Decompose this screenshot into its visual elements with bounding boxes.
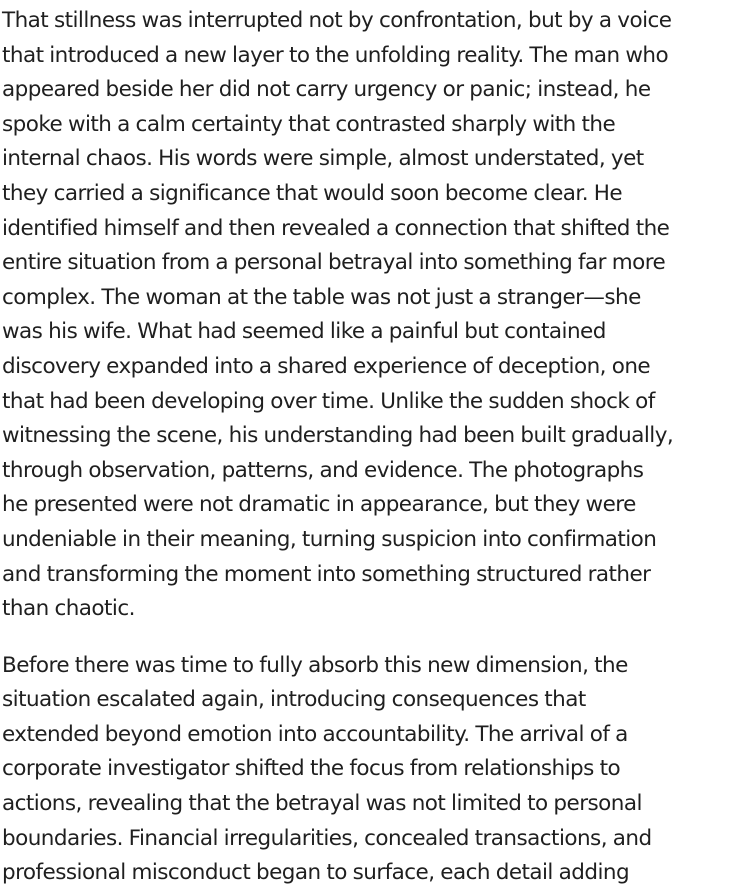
text-line: identified himself and then revealed a connection that shifted the <box>2 215 670 241</box>
text-line: entire situation from a personal betrayal into something far more <box>2 250 666 276</box>
text-line: internal chaos. His words were simple, almost understated, yet <box>2 146 644 172</box>
text-line: that introduced a new layer to the unfolding reality. The man who <box>2 42 669 68</box>
text-line: undeniable in their meaning, turning suspicion into confirmation <box>2 526 657 552</box>
article-body <box>2 4 730 891</box>
text-line: through observation, patterns, and evidence. The photographs <box>2 457 644 483</box>
text-line: than chaotic. <box>2 596 135 622</box>
text-line: he presented were not dramatic in appearance, but they were <box>2 492 636 518</box>
text-line: witnessing the scene, his understanding had been built gradually, <box>2 423 674 449</box>
text-line: corporate investigator shifted the focus from relationships to <box>2 756 621 782</box>
text-line: boundaries. Financial irregularities, concealed transactions, and <box>2 825 652 851</box>
text-line: spoke with a calm certainty that contrasted sharply with the <box>2 111 616 137</box>
text-line: was his wife. What had seemed like a painful but contained <box>2 319 606 345</box>
text-line: extended beyond emotion into accountability. The arrival of a <box>2 721 628 747</box>
text-line: complex. The woman at the table was not just a stranger—she <box>2 284 641 310</box>
text-line: and transforming the moment into something structured rather <box>2 561 651 587</box>
paragraph-2 <box>2 649 730 891</box>
text-line: discovery expanded into a shared experience of deception, one <box>2 353 651 379</box>
text-line: they carried a significance that would soon become clear. He <box>2 180 623 206</box>
paragraph-1 <box>2 4 730 627</box>
text-line: that had been developing over time. Unlike the sudden shock of <box>2 388 655 414</box>
text-line: situation escalated again, introducing consequences that <box>2 687 586 713</box>
text-line: professional misconduct began to surface, each detail adding <box>2 860 630 886</box>
text-line: appeared beside her did not carry urgency or panic; instead, he <box>2 77 651 103</box>
text-line: That stillness was interrupted not by confrontation, but by a voice <box>2 8 672 33</box>
text-line: Before there was time to fully absorb this new dimension, the <box>2 652 628 678</box>
text-line: actions, revealing that the betrayal was not limited to personal <box>2 791 642 817</box>
